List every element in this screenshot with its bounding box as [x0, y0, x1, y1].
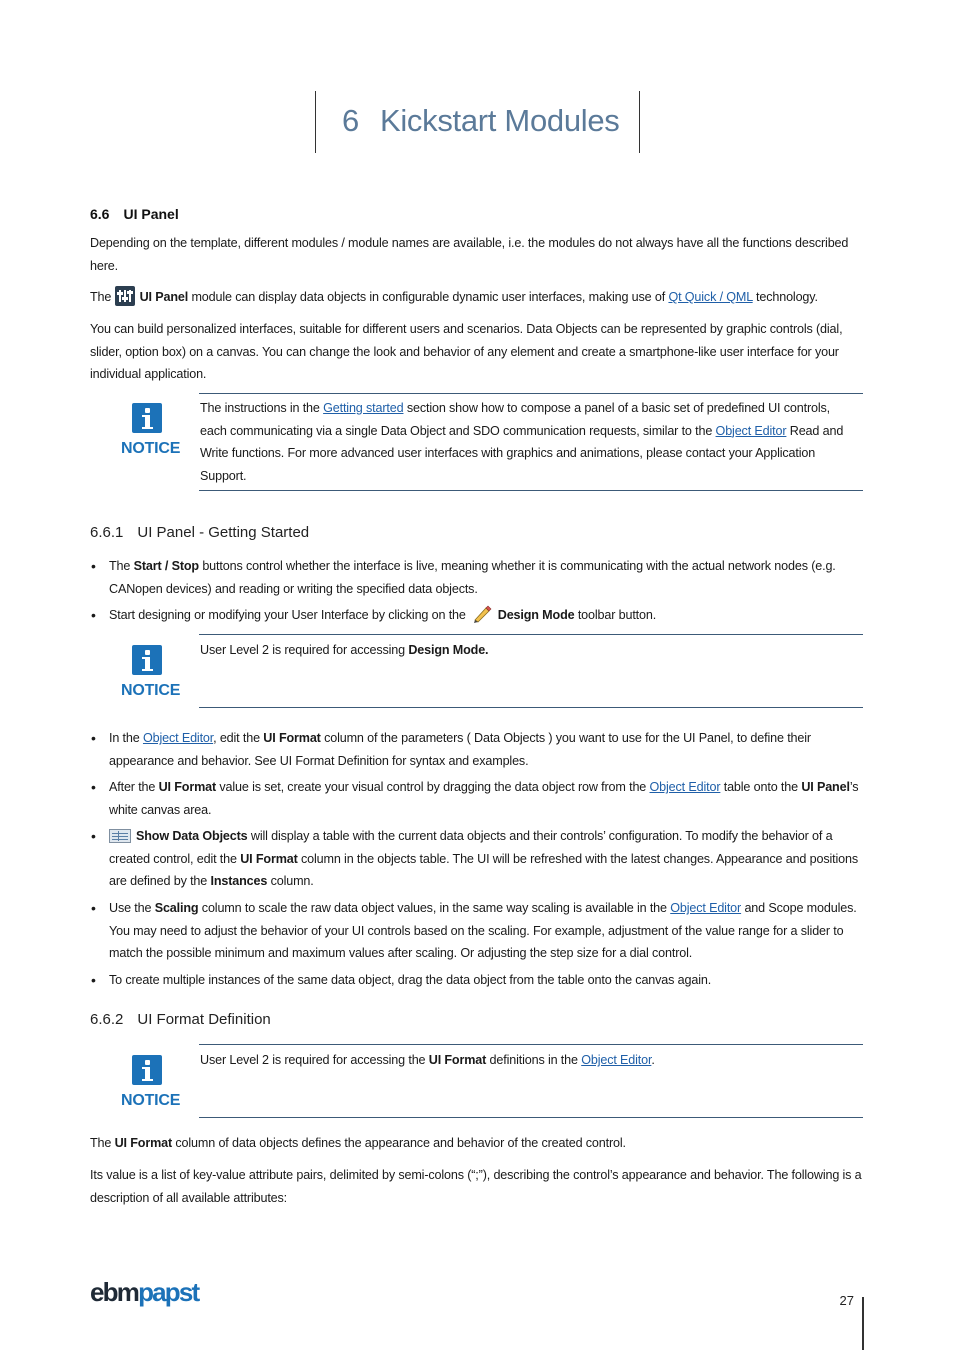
notice-label: NOTICE — [121, 682, 181, 699]
paragraph-personalized: You can build personalized interfaces, suitable for different users and scenarios. Data Objects can be represented by graphic controls (dial, slider, option box) on a canvas. You can change the look and behavior of any element and create a smartphone-like user interface for your individual application. — [90, 322, 843, 381]
section-heading-6-6-1: 6.6.1 UI Panel - Getting Started — [90, 524, 310, 541]
bullet-dot: • — [91, 607, 96, 623]
chapter-title: 6 Kickstart Modules — [342, 103, 620, 138]
bullet-drag-row: After the UI Format value is set, create your visual control by dragging the data object row from the Object Editor table onto the UI Panel’s white canvas area. — [109, 780, 859, 817]
notice-text-1: The instructions in the Getting started section show how to compose a panel of a basic set of predefined UI controls, each communicating via a single Data Object and SDO communication requests, similar to the Object Editor Read and Write functions. For more advanced user interfaces with graphics and animations, please contact your Application Support. — [200, 401, 844, 483]
page-number-rule — [862, 1297, 864, 1350]
bullet-dot: • — [91, 900, 96, 916]
object-editor-link[interactable]: Object Editor — [581, 1053, 652, 1067]
paragraph-ui-format-column: The UI Format column of data objects defines the appearance and behavior of the created control. — [90, 1136, 626, 1150]
object-editor-link[interactable]: Object Editor — [670, 901, 742, 915]
info-icon — [132, 1055, 162, 1085]
page-number: 27 — [839, 1293, 854, 1308]
getting-started-link[interactable]: Getting started — [323, 401, 404, 415]
notice-text-2: User Level 2 is required for accessing Design Mode. — [200, 643, 489, 657]
ebmpapst-logo: ebmpapst — [90, 1277, 199, 1307]
bullet-dot: • — [91, 972, 96, 988]
notice-text-3: User Level 2 is required for accessing the UI Format definitions in the Object Editor. — [200, 1053, 655, 1067]
bullet-dot: • — [91, 779, 96, 795]
paragraph-intro: Depending on the template, different modules / module names are available, i.e. the modules do not always have all the functions described here. — [90, 236, 849, 273]
notice-label: NOTICE — [121, 440, 181, 457]
pencil-icon — [472, 605, 492, 623]
bullet-design-mode: Start designing or modifying your User Interface by clicking on the Design Mode toolbar button. — [109, 604, 869, 627]
bullet-multiple-instances: To create multiple instances of the same data object, drag the data object from the table onto the canvas again. — [109, 973, 712, 987]
bullet-start-stop: The Start / Stop buttons control whether the interface is live, meaning whether it is communicating with the actual network nodes (e.g. CANopen devices) and reading or writing the specified data objects. — [109, 559, 836, 596]
paragraph-attributes: Its value is a list of key-value attribute pairs, delimited by semi-colons (“;”), describing the control’s appearance and behavior. The following is a description of all available attributes: — [90, 1168, 862, 1205]
bullet-dot: • — [91, 730, 96, 746]
info-icon — [132, 645, 162, 675]
object-editor-link[interactable]: Object Editor — [142, 731, 214, 745]
bullet-scaling: Use the Scaling column to scale the raw data object values, in the same way scaling is available in the Object Editor and Scope modules. You may need to adjust the behavior of your UI controls based on the scaling. For example, adjustment of the value range for a slider to match the possible minimum and maximum values after scaling. Or adjusting the step size for a dial control. — [109, 901, 857, 960]
qt-quick-qml-link[interactable]: Qt Quick / QML — [668, 290, 753, 304]
object-editor-link[interactable]: Object Editor — [715, 423, 787, 438]
bullet-ui-format: In the Object Editor, edit the UI Format column of the parameters ( Data Objects ) you want to use for the UI Panel, to define their appearance and behavior. See UI Format Definition for syntax and examples. — [109, 731, 811, 768]
ui-panel-icon — [115, 286, 135, 306]
table-icon — [109, 829, 131, 843]
section-heading-6-6-2: 6.6.2 UI Format Definition — [90, 1011, 271, 1028]
paragraph-ui-panel: The UI Panel module can display data objects in configurable dynamic user interfaces, making use of Qt Quick / QML technology. — [90, 286, 870, 309]
bullet-show-data-objects: Show Data Objects will display a table with the current data objects and their controls’ configuration. To modify the behavior of a created control, edit the UI Format column in the objects table. The UI will be refreshed with the latest changes. Appearance and positions are defined by the Instances column. — [109, 829, 858, 888]
notice-label: NOTICE — [121, 1092, 181, 1109]
section-heading-6-6: 6.6 UI Panel — [90, 206, 179, 222]
object-editor-link[interactable]: Object Editor — [649, 780, 721, 794]
info-icon — [132, 403, 162, 433]
bullet-dot: • — [91, 558, 96, 574]
bullet-dot: • — [91, 828, 96, 844]
